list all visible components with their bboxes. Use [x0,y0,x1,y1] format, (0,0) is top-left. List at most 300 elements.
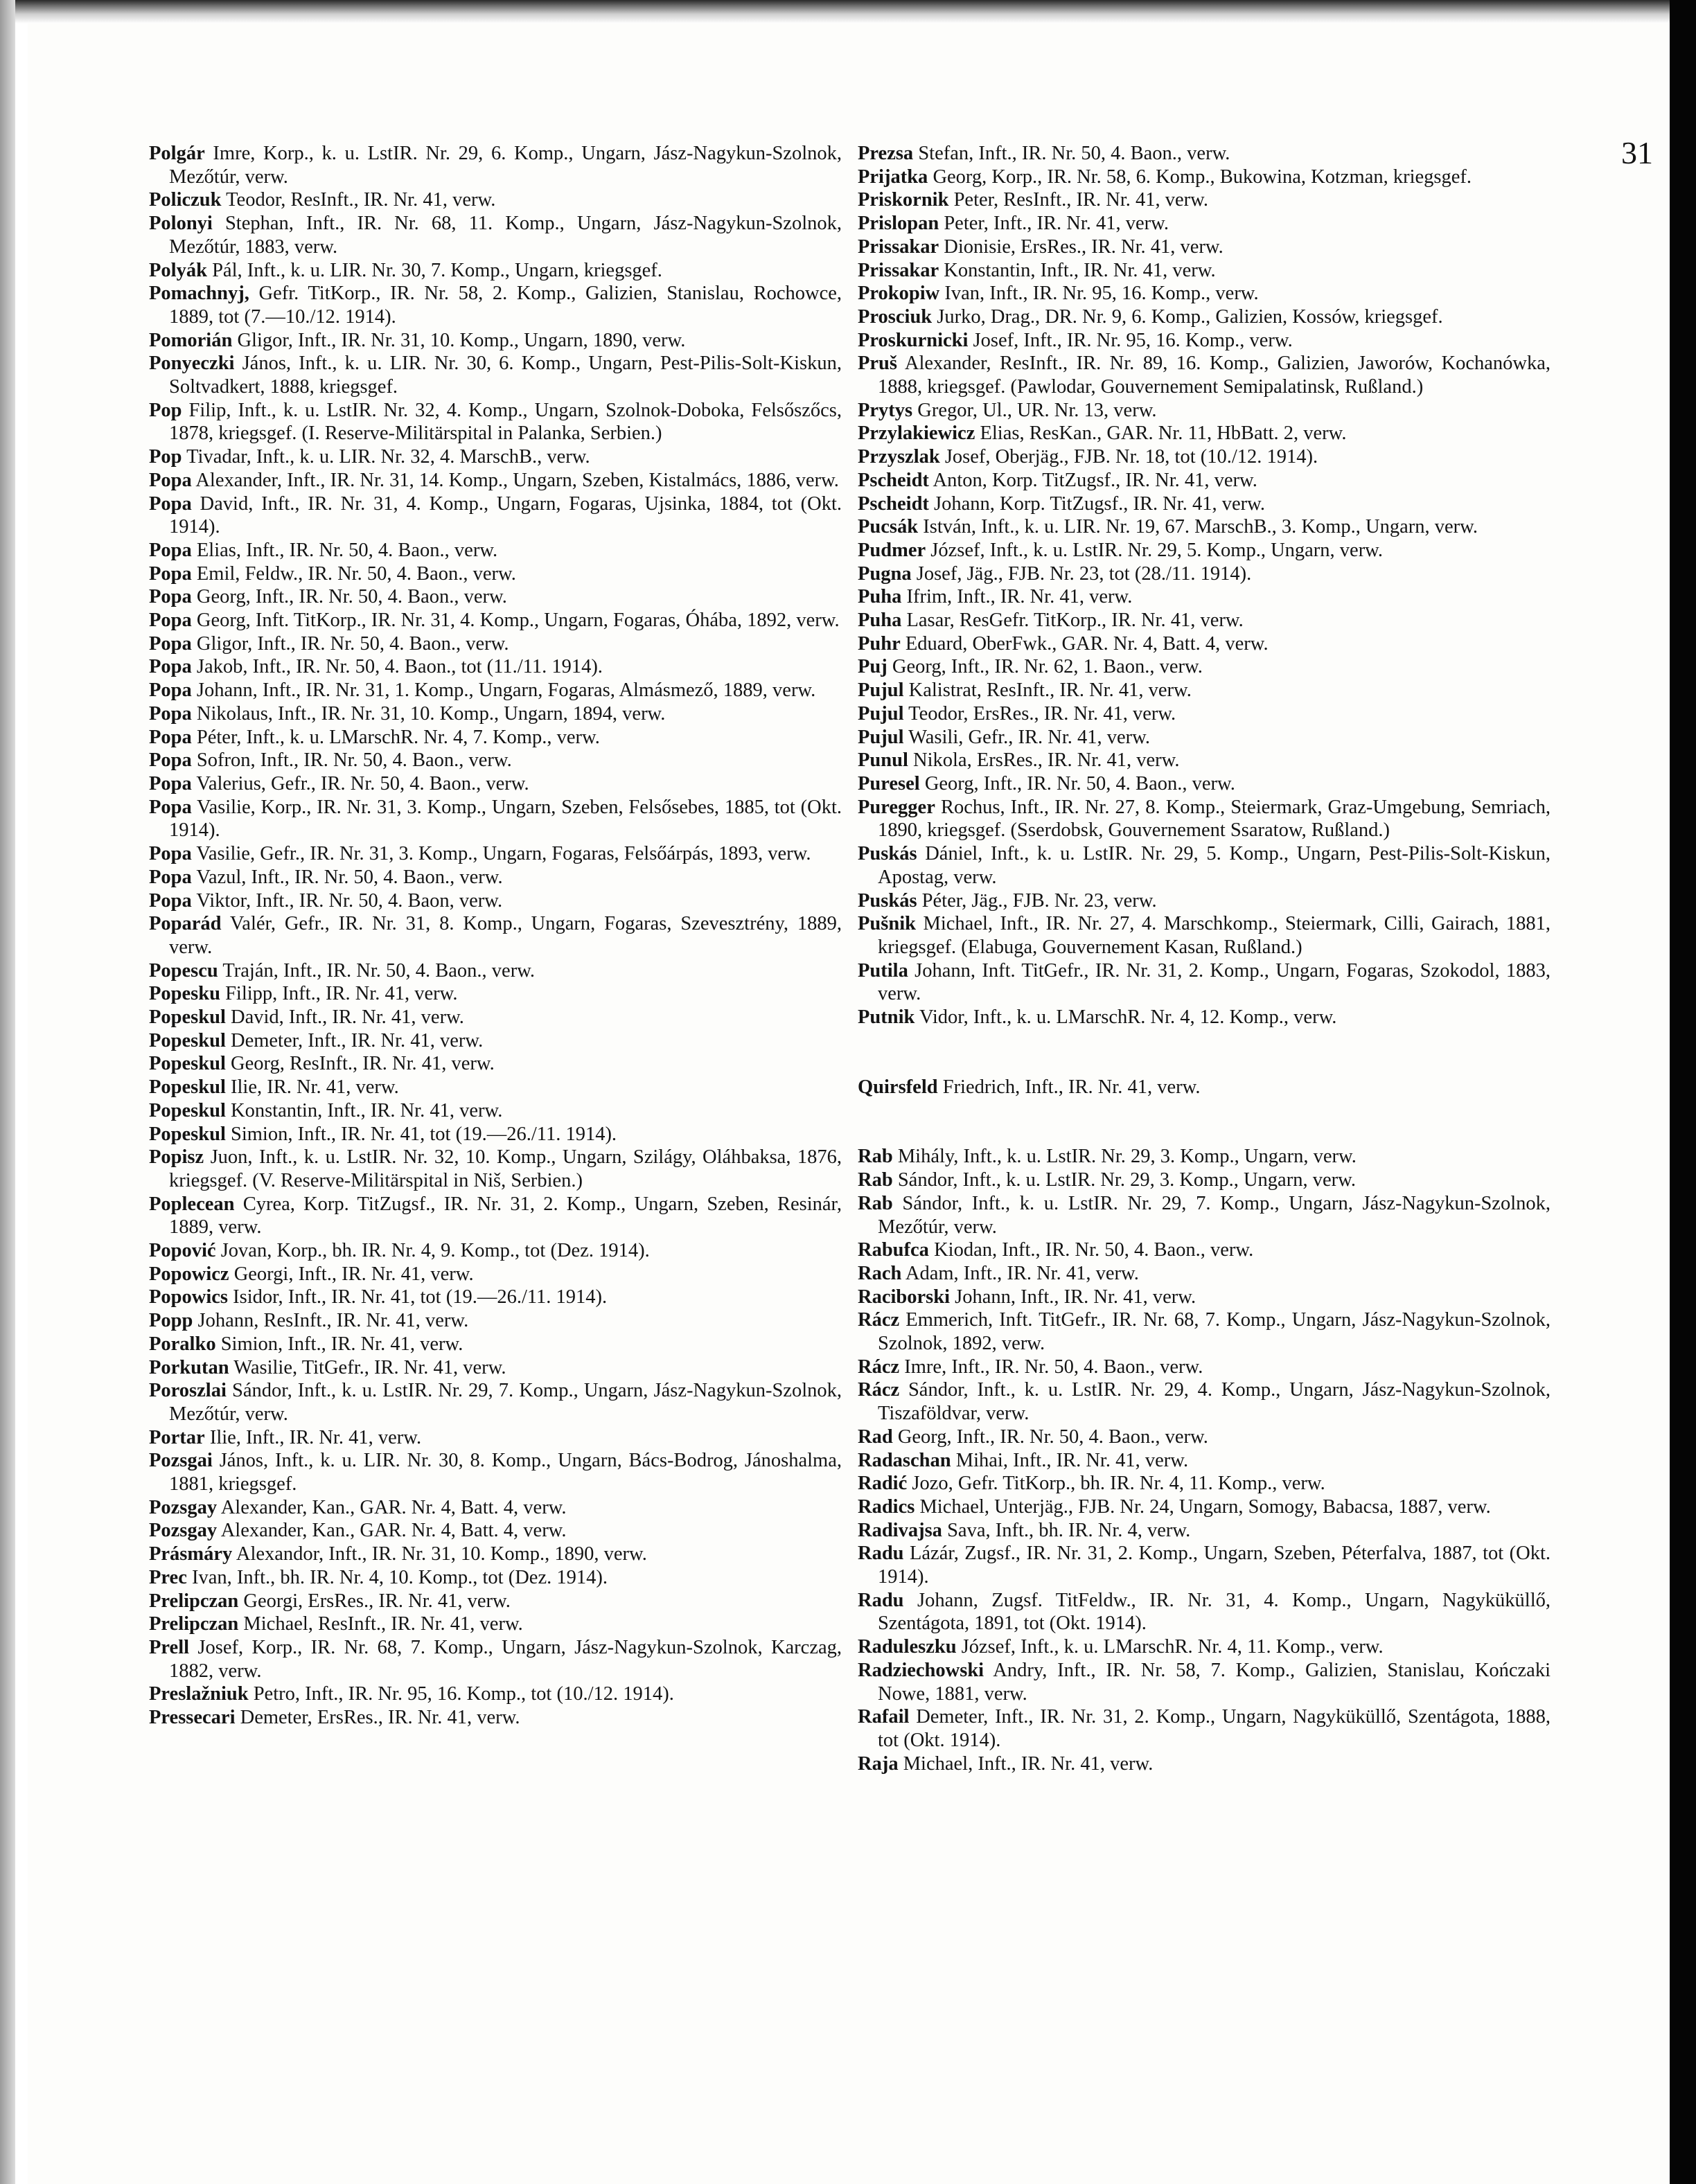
entry-details: Michael, Unterjäg., FJB. Nr. 24, Ungarn, Somogy, Babacsa, 1887, verw. [919,1495,1491,1518]
entry-details: Sándor, Inft., k. u. LstIR. Nr. 29, 3. Komp., Ungarn, verw. [897,1169,1356,1191]
entry-details: Imre, Korp., k. u. LstIR. Nr. 29, 6. Komp., Ungarn, Jász-Nagykun-Szolnok, Mezőtúr, verw. [169,143,842,188]
register-entry [149,1193,842,1239]
entry-surname: Popeskul [149,1076,226,1099]
register-entry [149,445,842,469]
register-entry [858,959,1551,1006]
entry-details: Rochus, Inft., IR. Nr. 27, 8. Komp., Steiermark, Graz-Umgebung, Semriach, 1890, kriegsgef. (Sserdobsk, Gouvernement Ssaratow, Rußland.) [878,796,1551,842]
entry-details: Nikolaus, Inft., IR. Nr. 31, 10. Komp., Ungarn, 1894, verw. [196,702,666,725]
entry-details: Imre, Inft., IR. Nr. 50, 4. Baon., verw. [904,1356,1203,1378]
entry-details: Isidor, Inft., IR. Nr. 41, tot (19.—26./11. 1914). [233,1286,608,1308]
entry-surname: Pop [149,399,182,421]
entry-surname: Prissakar [858,259,939,281]
entry-details: Ifrim, Inft., IR. Nr. 41, verw. [906,586,1133,608]
entry-surname: Popeskul [149,1123,226,1145]
entry-details: Alexander, Kan., GAR. Nr. 4, Batt. 4, verw. [220,1520,567,1542]
entry-surname: Putila [858,959,908,982]
register-entry [858,539,1551,562]
register-entry [149,1519,842,1543]
entry-surname: Rácz [858,1379,900,1401]
register-entry [858,142,1551,166]
entry-surname: Radu [858,1589,904,1611]
register-entry [858,772,1551,796]
entry-surname: Radaschan [858,1449,951,1471]
entry-surname: Rad [858,1426,893,1448]
entry-details: Mihai, Inft., IR. Nr. 41, verw. [955,1449,1189,1471]
register-entry [149,1449,842,1495]
register-entry [149,726,842,749]
register-entry [858,188,1551,212]
entry-details: Demeter, Inft., IR. Nr. 31, 2. Komp., Ungarn, Nagyküküllő, Szentágota, 1888, tot (Okt. 1914). [878,1706,1551,1751]
register-entry [858,515,1551,539]
entry-details: Georg, Inft. TitKorp., IR. Nr. 31, 4. Komp., Ungarn, Fogaras, Óhába, 1892, verw. [196,610,840,632]
entry-surname: Popp [149,1310,193,1332]
entry-details: Josef, Jäg., FJB. Nr. 23, tot (28./11. 1914). [916,562,1252,585]
entry-details: Sava, Inft., bh. IR. Nr. 4, verw. [947,1519,1191,1541]
entry-details: Eduard, OberFwk., GAR. Nr. 4, Batt. 4, verw. [905,632,1269,655]
entry-details: Wasilie, TitGefr., IR. Nr. 41, verw. [233,1356,506,1378]
entry-surname: Popa [149,772,192,794]
entry-details: Friedrich, Inft., IR. Nr. 41, verw. [942,1076,1201,1098]
entry-details: Stefan, Inft., IR. Nr. 50, 4. Baon., verw. [918,143,1230,164]
entry-details: Sándor, Inft., k. u. LstIR. Nr. 29, 7. Komp., Ungarn, Jász-Nagykun-Szolnok, Mezőtúr, verw. [169,1380,842,1425]
entry-details: Pál, Inft., k. u. LIR. Nr. 30, 7. Komp., Ungarn, kriegsgef. [212,259,662,281]
entry-surname: Polgár [149,143,205,164]
register-entry [149,912,842,959]
entry-surname: Popescu [149,959,218,982]
register-entry [858,1635,1551,1659]
entry-surname: Ponyeczki [149,353,235,375]
entry-surname: Popa [149,632,192,655]
entry-surname: Polyák [149,259,207,281]
register-entry [858,1752,1551,1776]
register-entry [149,399,842,445]
entry-details: Ivan, Inft., bh. IR. Nr. 4, 10. Komp., tot (Dez. 1914). [191,1566,608,1588]
entry-surname: Popeskul [149,1099,226,1121]
entry-surname: Prijatka [858,166,928,188]
entry-surname: Pozsgay [149,1520,218,1542]
entry-surname: Prelipczan [149,1590,239,1612]
entry-surname: Portar [149,1426,205,1448]
entry-details: Demeter, Inft., IR. Nr. 41, verw. [231,1029,484,1051]
register-entry [149,1683,842,1706]
entry-details: József, Inft., k. u. LstIR. Nr. 29, 5. Komp., Ungarn, verw. [930,539,1384,561]
entry-surname: Putnik [858,1006,915,1029]
entry-surname: Rácz [858,1356,900,1378]
entry-details: Konstantin, Inft., IR. Nr. 41, verw. [231,1099,503,1121]
entry-details: Georgi, Inft., IR. Nr. 41, verw. [233,1263,474,1285]
entry-details: Johann, Korp. TitZugsf., IR. Nr. 41, verw. [934,492,1265,515]
entry-surname: Raja [858,1752,899,1775]
entry-surname: Puresel [858,772,920,794]
entry-details: Johann, ResInft., IR. Nr. 41, verw. [197,1310,469,1332]
entry-surname: Popowics [149,1286,228,1308]
entry-surname: Popa [149,680,192,702]
entry-surname: Popa [149,469,192,491]
entry-details: Johann, Inft., IR. Nr. 31, 1. Komp., Ungarn, Fogaras, Almásmező, 1889, verw. [196,680,816,702]
entry-surname: Puha [858,586,902,608]
entry-surname: Popa [149,702,192,725]
entry-details: Georg, Inft., IR. Nr. 50, 4. Baon., verw. [924,772,1235,794]
entry-details: Emmerich, Inft. TitGefr., IR. Nr. 68, 7. Komp., Ungarn, Jász-Nagykun-Szolnok, Szolnok, 1892, verw. [878,1309,1551,1355]
register-entry [858,912,1551,959]
register-entry [149,1123,842,1146]
register-entry [149,702,842,726]
entry-details: Georg, ResInft., IR. Nr. 41, verw. [231,1053,495,1075]
entry-details: Johann, Inft., IR. Nr. 41, verw. [955,1286,1196,1308]
register-entry [149,796,842,842]
entry-surname: Pscheidt [858,492,929,515]
entry-surname: Radics [858,1495,915,1518]
register-entry [149,212,842,258]
register-entry [858,726,1551,749]
entry-surname: Pomorián [149,329,233,351]
entry-surname: Pucsák [858,516,919,538]
entry-details: Sándor, Inft., k. u. LstIR. Nr. 29, 7. Komp., Ungarn, Jász-Nagykun-Szolnok, Mezőtúr, verw. [878,1192,1551,1238]
register-entry [858,1426,1551,1449]
entry-surname: Prec [149,1566,187,1588]
register-entry [149,352,842,398]
left-column [149,142,842,1730]
register-entry [858,609,1551,632]
entry-surname: Prell [149,1637,190,1658]
entry-surname: Przylakiewicz [858,423,975,445]
entry-details: Gregor, Ul., UR. Nr. 13, verw. [917,399,1157,421]
register-entry [858,282,1551,305]
entry-surname: Radu [858,1543,904,1565]
register-entry [858,305,1551,329]
register-entry [149,1286,842,1309]
entry-surname: Prosciuk [858,305,933,328]
entry-surname: Popa [149,726,192,748]
section-gap [858,1099,1551,1145]
entry-details: István, Inft., k. u. LIR. Nr. 19, 67. MarschB., 3. Komp., Ungarn, verw. [923,516,1478,538]
register-entry [149,655,842,679]
register-entry [149,562,842,586]
entry-details: Johann, Inft. TitGefr., IR. Nr. 31, 2. Komp., Ungarn, Fogaras, Szokodol, 1883, verw. [878,959,1551,1005]
entry-surname: Prislopan [858,213,939,235]
register-entry [149,1636,842,1683]
entry-details: Michael, ResInft., IR. Nr. 41, verw. [243,1613,523,1635]
entry-surname: Polonyi [149,213,213,235]
register-entry [858,655,1551,679]
entry-details: Kalistrat, ResInft., IR. Nr. 41, verw. [908,680,1192,702]
entry-surname: Punul [858,749,908,772]
register-entry [858,632,1551,656]
entry-details: Juon, Inft., k. u. LstIR. Nr. 32, 10. Komp., Ungarn, Szilágy, Oláhbaksa, 1876, kriegsgef. (V. Reserve-Militärspital in Niš, Serbien.) [169,1146,842,1191]
register-entry [858,889,1551,913]
register-entry [858,1542,1551,1588]
entry-details: Georg, Inft., IR. Nr. 62, 1. Baon., verw. [892,656,1203,678]
entry-surname: Popa [149,610,192,632]
register-entry [149,585,842,609]
entry-surname: Pugna [858,562,912,585]
entry-details: Dionisie, ErsRes., IR. Nr. 41, verw. [944,236,1224,258]
entry-surname: Radziechowski [858,1659,984,1681]
entry-details: Emil, Feldw., IR. Nr. 50, 4. Baon., verw. [196,562,516,585]
entry-details: Ivan, Inft., IR. Nr. 95, 16. Komp., verw. [944,283,1259,305]
register-entry [858,166,1551,189]
entry-details: Alexander, Inft., IR. Nr. 31, 14. Komp., Ungarn, Szeben, Kistalmács, 1886, verw. [195,469,839,491]
register-entry [858,562,1551,586]
register-entry [149,188,842,212]
entry-surname: Rabufca [858,1239,929,1261]
register-entry [858,422,1551,445]
entry-surname: Rafail [858,1706,910,1728]
entry-details: Georg, Inft., IR. Nr. 50, 4. Baon., verw. [897,1426,1208,1448]
register-entry [149,609,842,632]
register-entry [858,679,1551,702]
entry-surname: Popa [149,889,192,912]
register-entry [149,1146,842,1192]
entry-surname: Puhr [858,632,901,655]
entry-details: Georg, Korp., IR. Nr. 58, 6. Komp., Bukowina, Kotzman, kriegsgef. [933,166,1472,188]
entry-surname: Poralko [149,1333,216,1355]
entry-surname: Prytys [858,399,913,421]
entry-details: Alexandor, Inft., IR. Nr. 31, 10. Komp., 1890, verw. [236,1543,647,1565]
entry-surname: Rab [858,1146,893,1168]
entry-details: Filipp, Inft., IR. Nr. 41, verw. [225,983,458,1005]
entry-surname: Puskás [858,889,917,912]
entry-details: Jovan, Korp., bh. IR. Nr. 4, 9. Komp., tot (Dez. 1914). [220,1240,650,1262]
entry-surname: Pscheidt [858,469,929,491]
entry-details: Gefr. TitKorp., IR. Nr. 58, 2. Komp., Galizien, Stanislau, Rochowce, 1889, tot (7.—10./12. 1914). [169,283,842,328]
entry-surname: Pomachnyj, [149,283,249,305]
register-entry [149,772,842,796]
entry-details: Jakob, Inft., IR. Nr. 50, 4. Baon., tot (11./11. 1914). [196,656,603,678]
entry-surname: Popa [149,562,192,585]
entry-surname: Popowicz [149,1263,229,1285]
entry-surname: Popeskul [149,1053,226,1075]
entry-details: Lasar, ResGefr. TitKorp., IR. Nr. 41, verw. [906,610,1244,632]
entry-details: Filip, Inft., k. u. LstIR. Nr. 32, 4. Komp., Ungarn, Szolnok-Doboka, Felsőszőcs, 1878, kriegsgef. (I. Reserve-Militärspital in Palanka, Serbien.) [169,399,842,445]
register-entry [149,1076,842,1099]
register-entry [858,585,1551,609]
entry-details: David, Inft., IR. Nr. 31, 4. Komp., Ungarn, Fogaras, Ujsinka, 1884, tot (Okt. 1914). [169,492,842,538]
entry-surname: Pušnik [858,913,916,935]
entry-surname: Poplecean [149,1193,235,1215]
entry-details: Sándor, Inft., k. u. LstIR. Nr. 29, 4. Komp., Ungarn, Jász-Nagykun-Szolnok, Tiszaföldvar, verw. [878,1379,1551,1425]
entry-details: Stephan, Inft., IR. Nr. 68, 11. Komp., Ungarn, Jász-Nagykun-Szolnok, Mezőtúr, 1883, verw. [169,213,842,258]
entry-surname: Popa [149,749,192,772]
register-entry [149,1309,842,1333]
entry-surname: Popa [149,656,192,678]
entry-details: Michael, Inft., IR. Nr. 27, 4. Marschkomp., Steiermark, Cilli, Gairach, 1881, kriegsgef. (Elabuga, Gouvernement Kasan, Rußland.) [878,913,1551,958]
entry-details: Sofron, Inft., IR. Nr. 50, 4. Baon., verw. [196,749,512,772]
entry-details: Georg, Inft., IR. Nr. 50, 4. Baon., verw. [196,586,507,608]
register-entry [858,329,1551,353]
entry-details: Jurko, Drag., DR. Nr. 9, 6. Komp., Galizien, Kossów, kriegsgef. [937,305,1443,328]
scan-top-edge [0,0,1696,24]
entry-surname: Popisz [149,1146,204,1169]
entry-surname: Popa [149,492,192,515]
entry-surname: Quirsfeld [858,1076,938,1098]
entry-surname: Pujul [858,680,904,702]
entry-details: Wasili, Gefr., IR. Nr. 41, verw. [908,726,1151,748]
register-entry [149,749,842,772]
entry-surname: Popa [149,843,192,865]
register-entry [858,749,1551,772]
entry-details: Teodor, ErsRes., IR. Nr. 41, verw. [908,702,1176,725]
register-entry [858,1169,1551,1192]
entry-surname: Prelipczan [149,1613,239,1635]
entry-details: Teodor, ResInft., IR. Nr. 41, verw. [226,189,496,211]
entry-details: Peter, Inft., IR. Nr. 41, verw. [944,213,1169,235]
register-entry [858,1006,1551,1029]
register-entry [149,492,842,539]
entry-surname: Popa [149,866,192,888]
register-entry [149,142,842,188]
register-entry [858,796,1551,842]
entry-surname: Rab [858,1169,893,1191]
entry-details: Tivadar, Inft., k. u. LIR. Nr. 32, 4. MarschB., verw. [186,446,590,468]
entry-details: Josef, Inft., IR. Nr. 95, 16. Komp., verw. [973,329,1293,351]
entry-details: Jozo, Gefr. TitKorp., bh. IR. Nr. 4, 11. Komp., verw. [912,1473,1325,1495]
entry-details: Andry, Inft., IR. Nr. 58, 7. Komp., Galizien, Stanislau, Kończaki Nowe, 1881, verw. [878,1659,1551,1705]
entry-details: Vasilie, Gefr., IR. Nr. 31, 3. Komp., Ungarn, Fogaras, Felsőárpás, 1893, verw. [196,843,811,865]
register-entry [149,1613,842,1636]
entry-surname: Popeskul [149,1006,226,1029]
section-gap [858,1029,1551,1076]
entry-surname: Puj [858,656,887,678]
register-entry [858,702,1551,726]
register-entry [149,1566,842,1590]
register-entry [149,1356,842,1380]
register-entry [858,1076,1551,1099]
entry-details: Ilie, Inft., IR. Nr. 41, verw. [209,1426,422,1448]
entry-surname: Priskornik [858,189,949,211]
register-entry [858,1449,1551,1473]
register-entry [858,1519,1551,1543]
entry-details: Simion, Inft., IR. Nr. 41, tot (19.—26./11. 1914). [231,1123,617,1145]
entry-surname: Puskás [858,843,917,865]
entry-details: Simion, Inft., IR. Nr. 41, verw. [220,1333,463,1355]
register-entry [858,212,1551,236]
entry-surname: Policzuk [149,189,222,211]
register-entry [149,632,842,656]
register-entry [149,1029,842,1053]
entry-details: János, Inft., k. u. LIR. Nr. 30, 8. Komp., Ungarn, Bács-Bodrog, Jánoshalma, 1881, kriegsgef. [169,1450,842,1495]
entry-surname: Pudmer [858,539,926,561]
register-entry [858,1239,1551,1262]
entry-details: Elias, ResKan., GAR. Nr. 11, HbBatt. 2, verw. [980,423,1347,445]
entry-details: Dániel, Inft., k. u. LstIR. Nr. 29, 5. Komp., Ungarn, Pest-Pilis-Solt-Kiskun, Apostag, verw. [878,843,1551,888]
entry-details: Péter, Inft., k. u. LMarschR. Nr. 4, 7. Komp., verw. [196,726,600,748]
register-entry [858,1356,1551,1379]
entry-details: Valerius, Gefr., IR. Nr. 50, 4. Baon., verw. [196,772,529,794]
entry-details: Gligor, Inft., IR. Nr. 31, 10. Komp., Ungarn, 1890, verw. [237,329,686,351]
register-entry [858,259,1551,283]
register-entry [149,679,842,702]
register-entry [149,1379,842,1426]
entry-details: Péter, Jäg., FJB. Nr. 23, verw. [921,889,1157,912]
register-entry [858,469,1551,492]
register-entry [149,982,842,1006]
register-entry [149,259,842,283]
entry-details: Demeter, ErsRes., IR. Nr. 41, verw. [240,1707,520,1729]
entry-surname: Poroszlai [149,1380,227,1402]
register-entry [149,866,842,889]
register-entry [149,539,842,562]
entry-details: Adam, Inft., IR. Nr. 41, verw. [905,1262,1139,1284]
entry-surname: Pressecari [149,1707,236,1729]
register-entry [858,1495,1551,1519]
entry-details: Nikola, ErsRes., IR. Nr. 41, verw. [913,749,1180,772]
entry-details: Petro, Inft., IR. Nr. 95, 16. Komp., tot (10./12. 1914). [253,1683,674,1705]
register-entry [149,1590,842,1613]
register-entry [149,1263,842,1286]
entry-surname: Puregger [858,796,935,818]
entry-details: József, Inft., k. u. LMarschR. Nr. 4, 11. Komp., verw. [961,1636,1384,1658]
entry-details: Alexander, ResInft., IR. Nr. 89, 16. Komp., Galizien, Jaworów, Kochanówka, 1888, kriegsgef. (Pawlodar, Gouvernement Semipalatinsk, Rußland.) [878,353,1551,398]
entry-details: János, Inft., k. u. LIR. Nr. 30, 6. Komp., Ungarn, Pest-Pilis-Solt-Kiskun, Soltvadkert, 1888, kriegsgef. [169,353,842,398]
register-entry [149,1006,842,1029]
register-entry [858,842,1551,889]
entry-details: Kiodan, Inft., IR. Nr. 50, 4. Baon., verw. [934,1239,1254,1261]
entry-details: Georgi, ErsRes., IR. Nr. 41, verw. [243,1590,511,1612]
entry-details: Konstantin, Inft., IR. Nr. 41, verw. [944,259,1216,281]
entry-details: Cyrea, Korp. TitZugsf., IR. Nr. 31, 2. Komp., Ungarn, Szeben, Resinár, 1889, verw. [169,1193,842,1239]
register-entry [149,1239,842,1263]
register-entry [149,282,842,328]
register-entry [149,329,842,353]
register-entry [858,1192,1551,1239]
entry-details: Viktor, Inft., IR. Nr. 50, 4. Baon, verw. [196,889,503,912]
entry-details: Valér, Gefr., IR. Nr. 31, 8. Komp., Ungarn, Fogaras, Szevesztrény, 1889, verw. [169,913,842,958]
entry-surname: Rab [858,1192,893,1214]
entry-details: Mihály, Inft., k. u. LstIR. Nr. 29, 3. Komp., Ungarn, verw. [897,1146,1357,1168]
entry-surname: Pop [149,446,182,468]
entry-surname: Puha [858,610,902,632]
entry-surname: Pujul [858,702,904,725]
entry-surname: Popesku [149,983,220,1005]
entry-surname: Popeskul [149,1029,226,1051]
register-entry [858,1145,1551,1169]
entry-details: Ilie, IR. Nr. 41, verw. [231,1076,399,1099]
entry-surname: Przyszlak [858,446,940,468]
entry-surname: Pozsgai [149,1450,213,1472]
register-entry [149,1543,842,1566]
register-entry [149,1426,842,1450]
entry-surname: Raduleszku [858,1636,957,1658]
entry-surname: Popović [149,1240,216,1262]
entry-details: Johann, Zugsf. TitFeldw., IR. Nr. 31, 4. Komp., Ungarn, Nagyküküllő, Szentágota, 1891, tot (Okt. 1914). [878,1589,1551,1635]
right-column [858,142,1551,1775]
register-entry [858,1308,1551,1355]
entry-surname: Preslažniuk [149,1683,249,1705]
register-entry [149,1099,842,1123]
entry-surname: Radivajsa [858,1519,942,1541]
entry-details: Lázár, Zugsf., IR. Nr. 31, 2. Komp., Ungarn, Szeben, Péterfalva, 1887, tot (Okt. 1914). [878,1543,1551,1588]
register-entry [858,1472,1551,1495]
entry-surname: Prásmáry [149,1543,233,1565]
entry-details: Anton, Korp. TitZugsf., IR. Nr. 41, verw. [933,469,1257,491]
register-entry [149,842,842,866]
register-entry [858,236,1551,259]
register-entry [858,1705,1551,1752]
scan-right-edge [1670,0,1696,2184]
register-entry [858,352,1551,398]
entry-surname: Pujul [858,726,904,748]
register-entry [858,1286,1551,1309]
entry-details: Josef, Oberjäg., FJB. Nr. 18, tot (10./12. 1914). [944,446,1318,468]
entry-surname: Rach [858,1262,902,1284]
entry-surname: Rácz [858,1309,900,1331]
entry-details: Elias, Inft., IR. Nr. 50, 4. Baon., verw. [196,539,498,561]
register-entry [149,1052,842,1076]
entry-details: Vazul, Inft., IR. Nr. 50, 4. Baon., verw. [196,866,503,888]
register-entry [858,445,1551,469]
entry-details: Josef, Korp., IR. Nr. 68, 7. Komp., Ungarn, Jász-Nagykun-Szolnok, Karczag, 1882, verw. [169,1637,842,1682]
